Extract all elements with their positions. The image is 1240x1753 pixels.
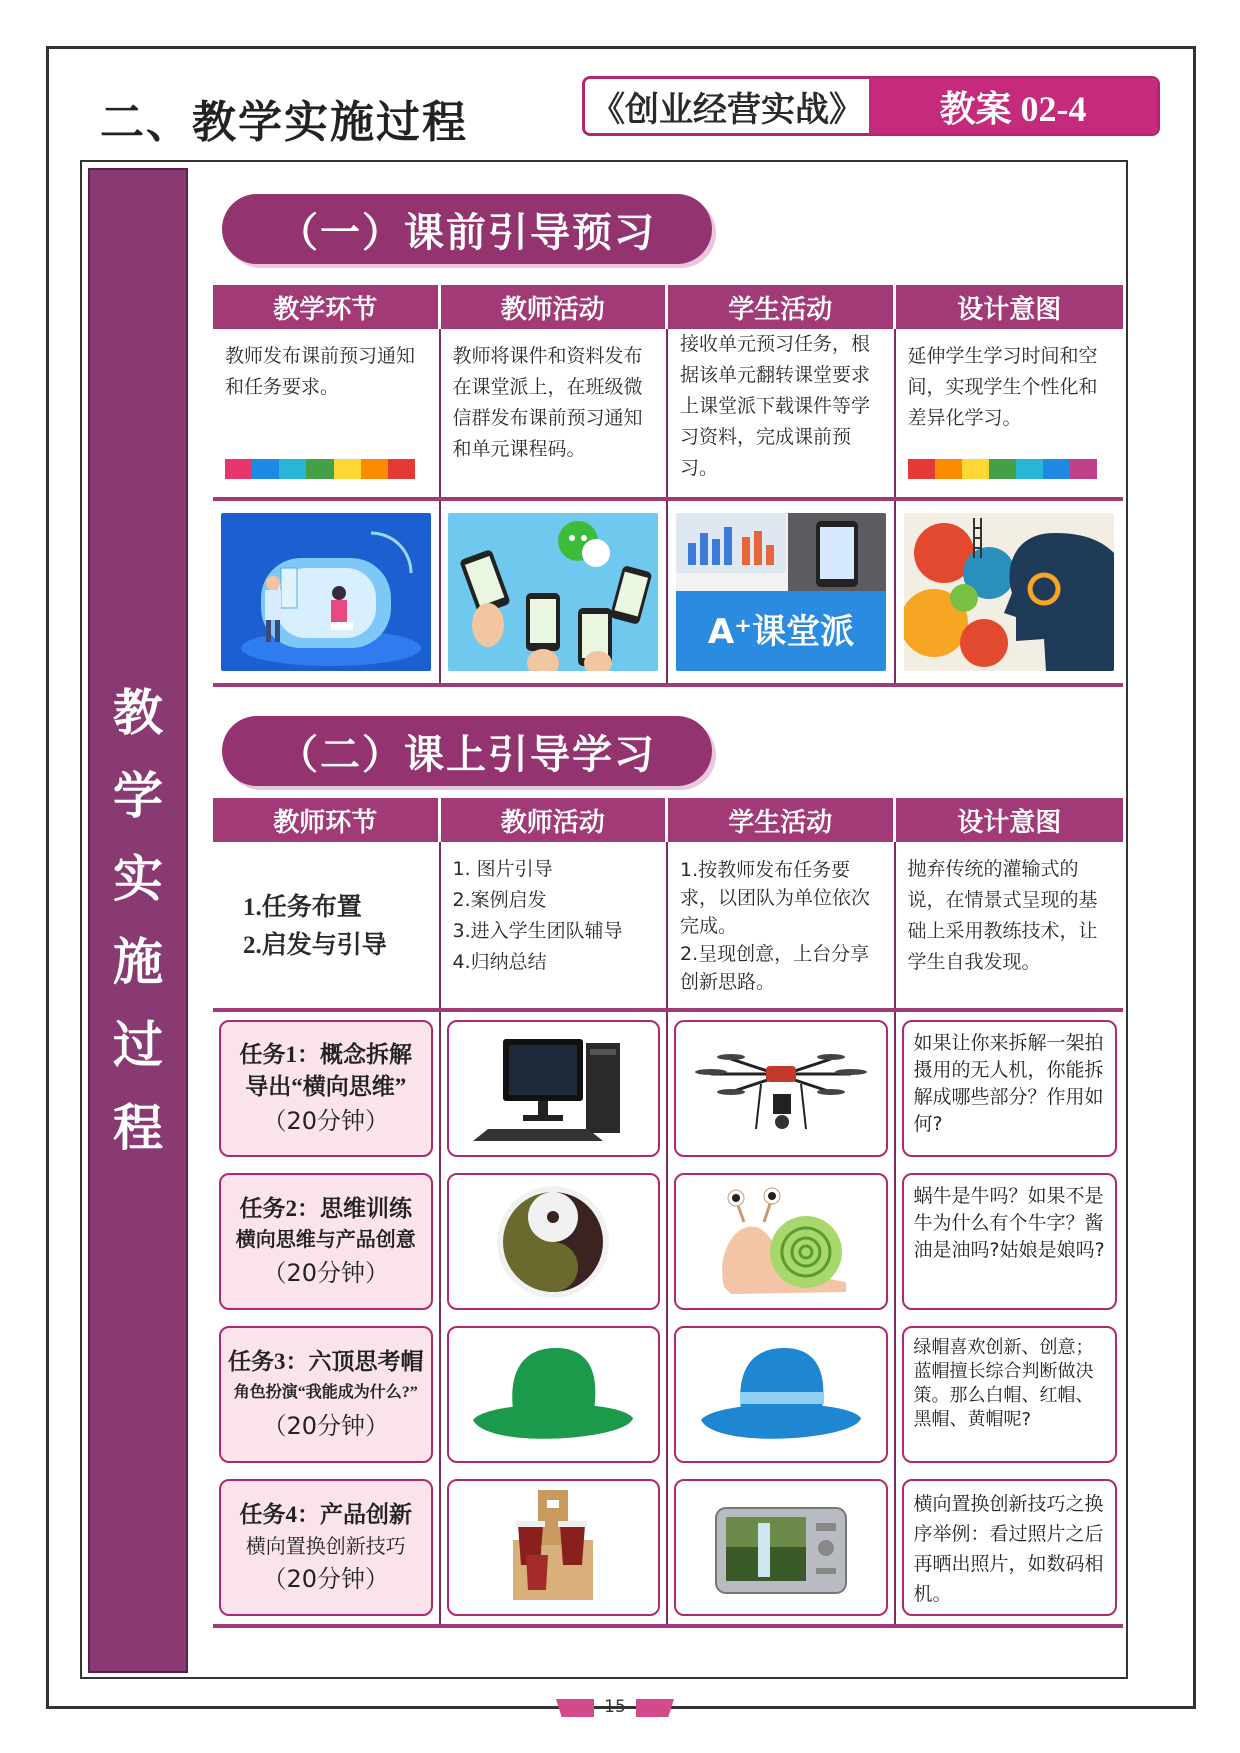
thinking-head-illustration [904,513,1114,671]
design-intent: 抛弃传统的灌输式的说，在情景式呈现的基础上采用教练技术，让学生自我发现。 [907,858,1098,973]
col-header: 教学环节 [213,285,441,329]
part2-header-row [213,798,1123,842]
activity-item: 1. 图片引导 [452,858,553,880]
col-header: 教师活动 [441,798,669,842]
part1-header-row [213,285,1123,329]
tea-yinyang-image [488,1182,618,1302]
lesson-badge [582,76,1160,136]
color-bar [908,459,1098,479]
col-header: 设计意图 [896,798,1124,842]
image-cell [441,501,669,683]
col-header: 教师活动 [441,285,669,329]
part1-table [213,285,1123,687]
image-frame [447,1479,661,1616]
image-cell [896,501,1124,683]
task-title: 任务1：概念拆解 [239,1041,412,1067]
part1-title: （一）课前引导预习 [222,194,712,264]
cell-text: 延伸学生学习时间和空间，实现学生个性化和差异化学习。 [907,345,1098,429]
col-header: 学生活动 [668,285,896,329]
section-title: 二、教学实施过程 [100,98,468,147]
course-title: 《创业经营实战》 [585,79,869,133]
teacher-activity [441,842,669,1008]
task-label [219,1020,433,1157]
digital-camera-image [706,1493,856,1603]
ketangpai-logo-text: A⁺课堂派 [707,612,854,652]
side-char: 施 [113,933,163,990]
activity-item: 4.归纳总结 [452,951,547,973]
task-row [213,1012,1123,1165]
text-cell [896,329,1124,497]
side-char: 程 [113,1099,163,1156]
page-number: 15 [556,1693,674,1721]
cell-text: 教师发布课前预习通知和任务要求。 [225,345,416,398]
image-frame [674,1326,888,1463]
task-label [219,1479,433,1616]
text-cell [213,329,441,497]
col-header: 设计意图 [896,285,1124,329]
task-row [213,1165,1123,1318]
task-duration: （20分钟） [262,1106,390,1135]
image-cell [213,501,441,683]
text-cell [668,329,896,497]
task-row [213,1471,1123,1624]
part1-text-row [213,329,1123,497]
wechat-phones-illustration [448,513,658,671]
computer-image [468,1029,638,1149]
task-duration: （20分钟） [262,1411,390,1440]
divider [213,683,1123,687]
side-char: 过 [113,1016,163,1073]
side-bar [88,168,188,1673]
image-frame [447,1326,661,1463]
task-subtitle: 横向置换创新技巧 [245,1533,406,1558]
color-bar [225,459,415,479]
image-frame [674,1173,888,1310]
image-cell [668,501,896,683]
task-title: 任务4：产品创新 [239,1501,412,1527]
part2-title: （二）课上引导学习 [222,716,712,786]
col-header: 教师环节 [213,798,441,842]
task-subtitle: 横向思维与产品创意 [235,1228,416,1251]
coffee-carrier-image [498,1485,608,1610]
link-item: 1.任务布置 [243,894,362,921]
teaching-links [213,842,441,1008]
task-label [219,1173,433,1310]
part1-image-row [213,501,1123,683]
image-frame [447,1173,661,1310]
task-question: 如果让你来拆解一架拍摄用的无人机，你能拆解成哪些部分？作用如何? [902,1020,1118,1157]
task-label [219,1326,433,1463]
link-item: 2.启发与引导 [243,932,387,959]
snail-image [706,1182,856,1302]
online-learning-illustration [221,513,431,671]
cell-text: 教师将课件和资料发布在课堂派上，在班级微信群发布课前预习通知和单元课程码。 [452,345,643,460]
task-question: 绿帽喜欢创新、创意；蓝帽擅长综合判断做决策。那么白帽、红帽、黑帽、黄帽呢? [902,1326,1118,1463]
task-title: 任务3：六顶思考帽 [228,1348,424,1374]
lesson-number: 教案 02-4 [869,79,1157,133]
task-subtitle: 导出“横向思维” [245,1073,407,1099]
student-activity: 1.按教师发布任务要求，以团队为单位依次完成。 2.呈现创意，上台分享创新思路。 [668,842,896,1008]
task-question: 蜗牛是牛吗？如果不是牛为什么有个牛字？酱油是油吗?姑娘是娘吗? [902,1173,1118,1310]
ketangpai-illustration [676,513,886,671]
green-hat-image [468,1340,638,1450]
image-frame [674,1020,888,1157]
blue-hat-image [696,1340,866,1450]
activity-item: 3.进入学生团队辅导 [452,920,623,942]
part2-text-row [213,842,1123,1008]
task-duration: （20分钟） [262,1258,390,1287]
task-question: 横向置换创新技巧之换序举例：看过照片之后再晒出照片，如数码相机。 [902,1479,1118,1616]
task-duration: （20分钟） [262,1564,390,1593]
side-char: 实 [113,850,163,907]
drone-image [691,1034,871,1144]
col-header: 学生活动 [668,798,896,842]
divider [213,1624,1123,1628]
task-subtitle: 角色扮演“我能成为什么?” [233,1383,418,1401]
text-cell [441,329,669,497]
side-char: 教 [113,684,163,741]
task-row [213,1318,1123,1471]
image-frame [447,1020,661,1157]
cell-text: 接收单元预习任务，根据该单元翻转课堂要求上课堂派下载课件等学习资料，完成课前预习。 [680,333,871,479]
image-frame [674,1479,888,1616]
activity-item: 2.案例启发 [452,889,547,911]
side-char: 学 [113,767,163,824]
task-title: 任务2：思维训练 [239,1195,412,1221]
part2-table [213,798,1123,1628]
